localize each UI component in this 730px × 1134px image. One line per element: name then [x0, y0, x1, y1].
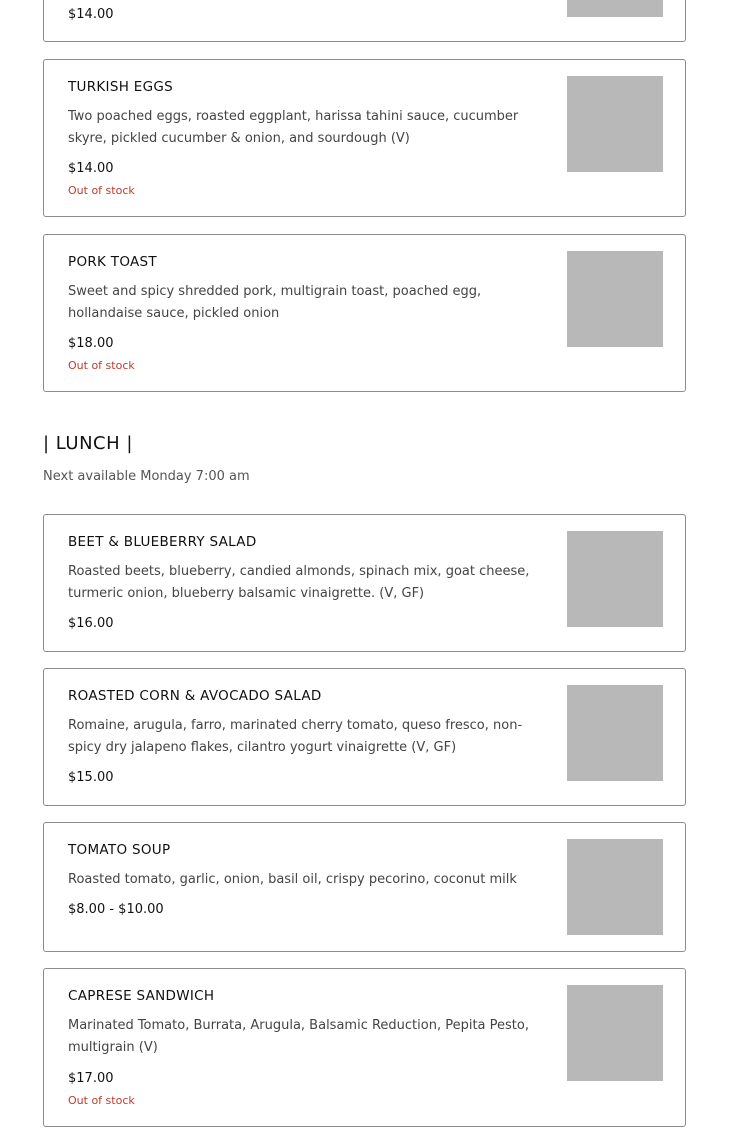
item-image: [567, 985, 663, 1081]
section-title-lunch: | LUNCH |: [43, 433, 133, 454]
item-image: [567, 531, 663, 627]
item-price: $14.00: [68, 161, 114, 176]
item-image: [567, 685, 663, 781]
item-image: [567, 251, 663, 347]
menu-item-card[interactable]: [43, 668, 686, 806]
menu-item-card[interactable]: [43, 514, 686, 652]
item-title: BEET & BLUEBERRY SALAD: [68, 534, 257, 550]
out-of-stock-label: Out of stock: [68, 184, 135, 197]
out-of-stock-label: Out of stock: [68, 359, 135, 372]
menu-item-card[interactable]: [43, 968, 686, 1127]
menu-item-card[interactable]: [43, 0, 686, 42]
item-price: $18.00: [68, 336, 114, 351]
item-image: [567, 76, 663, 172]
out-of-stock-label: Out of stock: [68, 1094, 135, 1107]
item-description: Sweet and spicy shredded pork, multigrain toast, poached egg, hollandaise sauce, pickled onion: [68, 284, 482, 321]
item-title: TOMATO SOUP: [68, 842, 171, 858]
item-title: TURKISH EGGS: [68, 79, 173, 95]
item-price: $16.00: [68, 616, 114, 631]
item-image: [567, 0, 663, 17]
item-price: $15.00: [68, 770, 114, 785]
item-description: Roasted tomato, garlic, onion, basil oil, crispy pecorino, coconut milk: [68, 872, 517, 887]
item-description: Two poached eggs, roasted eggplant, harissa tahini sauce, cucumber skyre, pickled cucumber & onion, and sourdough (V): [68, 109, 519, 146]
item-title: PORK TOAST: [68, 254, 157, 270]
item-price: $8.00 - $10.00: [68, 902, 164, 917]
item-title: CAPRESE SANDWICH: [68, 988, 215, 1004]
section-availability: Next available Monday 7:00 am: [43, 469, 250, 484]
item-description: Roasted beets, blueberry, candied almonds, spinach mix, goat cheese, turmeric onion, blueberry balsamic vinaigrette. (V, GF): [68, 564, 530, 601]
item-description: Marinated Tomato, Burrata, Arugula, Balsamic Reduction, Pepita Pesto, multigrain (V): [68, 1018, 529, 1055]
item-title: ROASTED CORN & AVOCADO SALAD: [68, 688, 322, 704]
item-image: [567, 839, 663, 935]
menu-item-card[interactable]: [43, 234, 686, 392]
menu-item-card[interactable]: [43, 822, 686, 952]
item-price: $14.00: [68, 7, 114, 22]
menu-item-card[interactable]: [43, 59, 686, 217]
item-price: $17.00: [68, 1071, 114, 1086]
item-description: Romaine, arugula, farro, marinated cherry tomato, queso fresco, non-spicy dry jalapeno flakes, cilantro yogurt vinaigrette (V, GF): [68, 718, 523, 755]
